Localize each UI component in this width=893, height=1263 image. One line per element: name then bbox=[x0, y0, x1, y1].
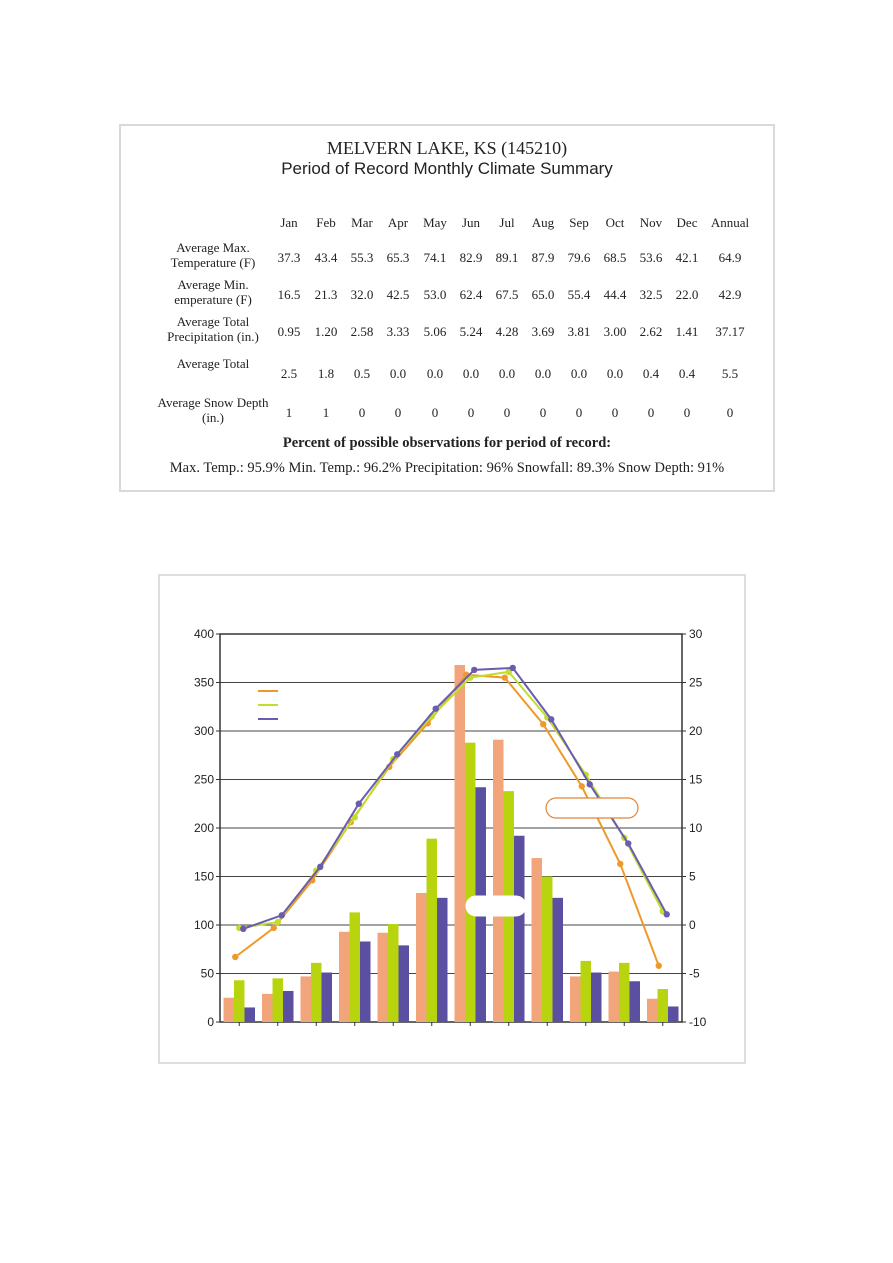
bar-series-3-month-5 bbox=[399, 945, 410, 1022]
table-cell: 0 bbox=[503, 405, 511, 420]
table-cell: 1.20 bbox=[314, 324, 338, 339]
left-tick-label: 150 bbox=[193, 869, 214, 884]
bar-series-3-month-6 bbox=[437, 898, 448, 1022]
line-point-3-month-10 bbox=[587, 781, 593, 787]
left-tick-label: 0 bbox=[207, 1015, 214, 1029]
row-label bbox=[143, 277, 283, 307]
table-cell: 0 bbox=[467, 405, 475, 420]
left-tick-label: 250 bbox=[193, 772, 214, 787]
table-cell: 87.9 bbox=[531, 250, 555, 265]
table-cell: 22.0 bbox=[675, 287, 699, 302]
line-point-1-month-11 bbox=[617, 861, 623, 867]
right-tick-label: 25 bbox=[689, 675, 703, 690]
table-cell: 0 bbox=[683, 405, 691, 420]
climate-chart-svg bbox=[160, 576, 744, 1062]
table-cell: 55.4 bbox=[567, 287, 591, 302]
table-cell: 3.00 bbox=[603, 324, 627, 339]
left-tick-label: 100 bbox=[193, 918, 214, 932]
row-label-line1: Average Total bbox=[176, 314, 250, 329]
line-point-3-month-2 bbox=[279, 912, 285, 918]
line-point-3-month-7 bbox=[471, 667, 477, 673]
bar-series-1-month-12 bbox=[647, 999, 658, 1022]
table-cell: 42.9 bbox=[718, 287, 742, 302]
column-header-jan: Jan bbox=[280, 215, 298, 230]
bar-series-2-month-11 bbox=[619, 963, 630, 1022]
line-point-3-month-6 bbox=[433, 705, 439, 711]
bar-series-3-month-11 bbox=[630, 981, 641, 1022]
table-cell: 0 bbox=[575, 405, 583, 420]
bar-series-3-month-1 bbox=[245, 1007, 256, 1022]
bar-series-2-month-5 bbox=[388, 924, 399, 1022]
bar-series-3-month-10 bbox=[591, 973, 602, 1022]
table-cell: 44.4 bbox=[603, 287, 627, 302]
table-cell: 0 bbox=[431, 405, 439, 420]
table-cell: 42.5 bbox=[386, 287, 410, 302]
table-cell: 0 bbox=[394, 405, 402, 420]
table-cell: 65.3 bbox=[386, 250, 410, 265]
right-tick-label: -5 bbox=[689, 966, 700, 981]
bar-series-2-month-6 bbox=[427, 839, 438, 1022]
table-cell: 0 bbox=[647, 405, 655, 420]
table-cell: 4.28 bbox=[495, 324, 519, 339]
row-label-line1: Average Min. bbox=[177, 277, 249, 292]
table-cell: 0 bbox=[726, 405, 734, 420]
bar-series-2-month-4 bbox=[350, 912, 361, 1022]
row-label bbox=[143, 356, 283, 371]
table-cell: 37.17 bbox=[715, 324, 745, 339]
bar-series-1-month-5 bbox=[378, 933, 389, 1022]
line-point-3-month-4 bbox=[356, 801, 362, 807]
table-cell: 3.33 bbox=[386, 324, 410, 339]
climate-summary-table bbox=[119, 124, 775, 492]
table-cell: 0.0 bbox=[570, 366, 588, 381]
table-cell: 21.3 bbox=[314, 287, 338, 302]
table-cell: 0 bbox=[539, 405, 547, 420]
column-header-nov: Nov bbox=[639, 215, 663, 230]
table-cell: 0.0 bbox=[426, 366, 444, 381]
table-cell: 2.58 bbox=[350, 324, 374, 339]
table-cell: 37.3 bbox=[277, 250, 301, 265]
line-point-1-month-1 bbox=[232, 954, 238, 960]
column-header-feb: Feb bbox=[316, 215, 336, 230]
line-point-1-month-9 bbox=[540, 721, 546, 727]
line-point-2-month-2 bbox=[275, 919, 281, 925]
row-label-line1: Average Max. bbox=[176, 240, 250, 255]
column-header-apr: Apr bbox=[387, 215, 409, 230]
percent-heading: Percent of possible observations for period of record: bbox=[282, 435, 612, 451]
line-point-1-month-8 bbox=[502, 674, 508, 680]
bar-series-2-month-3 bbox=[311, 963, 322, 1022]
row-label-line1: Average Total bbox=[176, 356, 250, 371]
table-cell: 1.8 bbox=[317, 366, 335, 381]
right-tick-label: 5 bbox=[689, 869, 696, 884]
table-cell: 0 bbox=[358, 405, 366, 420]
table-cell: 0.5 bbox=[353, 366, 371, 381]
column-header-oct: Oct bbox=[605, 215, 625, 230]
row-label-line2: emperature (F) bbox=[174, 292, 252, 307]
column-header-sep: Sep bbox=[569, 215, 589, 230]
left-tick-label: 200 bbox=[193, 821, 214, 835]
bar-series-1-month-4 bbox=[339, 932, 350, 1022]
column-header-may: May bbox=[423, 215, 447, 230]
right-tick-label: 30 bbox=[689, 627, 703, 641]
table-cell: 68.5 bbox=[603, 250, 627, 265]
table-cell: 3.81 bbox=[567, 324, 591, 339]
table-cell: 64.9 bbox=[718, 250, 742, 265]
column-header-jul: Jul bbox=[499, 215, 515, 230]
table-cell: 0.0 bbox=[498, 366, 516, 381]
line-point-1-month-12 bbox=[656, 963, 662, 969]
row-label-line1: Average Snow Depth bbox=[157, 395, 269, 410]
row-label bbox=[143, 240, 283, 270]
bar-series-2-month-7 bbox=[465, 743, 476, 1022]
table-cell: 55.3 bbox=[350, 250, 374, 265]
right-tick-label: 15 bbox=[689, 772, 703, 787]
row-label-line2: Temperature (F) bbox=[170, 255, 256, 270]
bar-series-2-month-12 bbox=[658, 989, 669, 1022]
table-cell: 5.06 bbox=[423, 324, 447, 339]
table-title: MELVERN LAKE, KS (145210) bbox=[326, 138, 568, 158]
bar-series-1-month-3 bbox=[301, 976, 312, 1022]
bar-series-1-month-2 bbox=[262, 994, 273, 1022]
bar-series-1-month-7 bbox=[455, 665, 466, 1022]
table-cell: 5.24 bbox=[459, 324, 483, 339]
column-header-dec: Dec bbox=[676, 215, 698, 230]
table-cell: 65.0 bbox=[531, 287, 555, 302]
table-cell: 67.5 bbox=[495, 287, 519, 302]
line-point-3-month-11 bbox=[625, 840, 631, 846]
bar-series-2-month-1 bbox=[234, 980, 245, 1022]
table-cell: 1.41 bbox=[675, 324, 699, 339]
row-label bbox=[143, 395, 283, 425]
left-tick-label: 50 bbox=[200, 966, 214, 981]
line-point-1-month-10 bbox=[579, 783, 585, 789]
percent-line: Max. Temp.: 95.9% Min. Temp.: 96.2% Precipitation: 96% Snowfall: 89.3% Snow Depth: 91% bbox=[169, 460, 725, 476]
table-cell: 0.0 bbox=[462, 366, 480, 381]
line-point-3-month-9 bbox=[548, 716, 554, 722]
callout-box bbox=[466, 896, 526, 916]
table-cell: 2.62 bbox=[639, 324, 663, 339]
column-header-jun: Jun bbox=[461, 215, 481, 230]
left-tick-label: 350 bbox=[193, 675, 214, 690]
right-tick-label: 20 bbox=[689, 724, 703, 738]
line-point-1-month-2 bbox=[271, 925, 277, 931]
right-tick-label: 10 bbox=[689, 821, 703, 835]
line-point-3-month-12 bbox=[664, 911, 670, 917]
callout-box bbox=[546, 798, 638, 818]
bar-series-2-month-10 bbox=[581, 961, 592, 1022]
bar-series-2-month-9 bbox=[542, 877, 553, 1023]
table-cell: 89.1 bbox=[495, 250, 519, 265]
bar-series-3-month-9 bbox=[553, 898, 564, 1022]
table-cell: 16.5 bbox=[277, 287, 301, 302]
table-cell: 0.0 bbox=[534, 366, 552, 381]
table-cell: 5.5 bbox=[721, 366, 739, 381]
row-label-line2: Precipitation (in.) bbox=[167, 329, 259, 344]
table-cell: 53.0 bbox=[423, 287, 447, 302]
table-cell: 42.1 bbox=[675, 250, 699, 265]
bar-series-3-month-2 bbox=[283, 991, 294, 1022]
climate-chart bbox=[158, 574, 746, 1064]
right-tick-label: 0 bbox=[689, 918, 696, 932]
table-cell: 0.4 bbox=[642, 366, 660, 381]
table-cell: 2.5 bbox=[280, 366, 298, 381]
line-point-3-month-5 bbox=[394, 751, 400, 757]
table-cell: 53.6 bbox=[639, 250, 663, 265]
row-label-line2: (in.) bbox=[201, 410, 225, 425]
bar-series-3-month-4 bbox=[360, 941, 371, 1022]
bar-series-1-month-1 bbox=[224, 998, 235, 1022]
table-cell: 0 bbox=[611, 405, 619, 420]
bar-series-3-month-3 bbox=[322, 973, 333, 1022]
column-header-annual: Annual bbox=[710, 215, 750, 230]
bar-series-1-month-9 bbox=[532, 858, 543, 1022]
table-cell: 82.9 bbox=[459, 250, 483, 265]
right-tick-label: -10 bbox=[689, 1015, 707, 1029]
bar-series-3-month-8 bbox=[514, 836, 525, 1022]
table-cell: 32.5 bbox=[639, 287, 663, 302]
left-tick-label: 400 bbox=[193, 627, 214, 641]
line-point-3-month-8 bbox=[510, 665, 516, 671]
line-point-3-month-3 bbox=[317, 864, 323, 870]
bar-series-1-month-8 bbox=[493, 740, 504, 1022]
table-cell: 1 bbox=[285, 405, 293, 420]
bar-series-2-month-2 bbox=[273, 978, 284, 1022]
column-header-mar: Mar bbox=[351, 215, 373, 230]
left-tick-label: 300 bbox=[193, 724, 214, 738]
table-cell: 32.0 bbox=[350, 287, 374, 302]
table-cell: 0.0 bbox=[606, 366, 624, 381]
table-cell: 1 bbox=[322, 405, 330, 420]
table-cell: 43.4 bbox=[314, 250, 338, 265]
bar-series-1-month-10 bbox=[570, 976, 581, 1022]
row-label bbox=[143, 314, 283, 344]
table-cell: 3.69 bbox=[531, 324, 555, 339]
table-cell: 0.4 bbox=[678, 366, 696, 381]
table-cell: 0.0 bbox=[389, 366, 407, 381]
table-cell: 0.95 bbox=[277, 324, 301, 339]
bar-series-1-month-11 bbox=[609, 972, 620, 1022]
table-cell: 62.4 bbox=[459, 287, 483, 302]
line-point-3-month-1 bbox=[240, 926, 246, 932]
bar-series-3-month-12 bbox=[668, 1006, 679, 1022]
column-header-aug: Aug bbox=[531, 215, 555, 230]
bar-series-1-month-6 bbox=[416, 893, 427, 1022]
table-cell: 79.6 bbox=[567, 250, 591, 265]
table-cell: 74.1 bbox=[423, 250, 447, 265]
table-subtitle: Period of Record Monthly Climate Summary bbox=[281, 159, 613, 178]
